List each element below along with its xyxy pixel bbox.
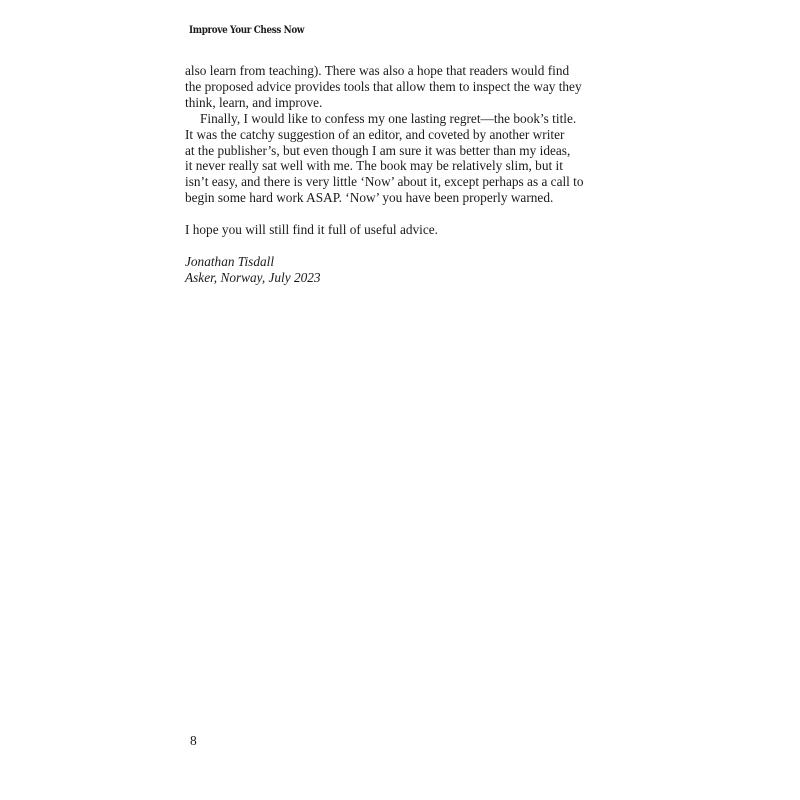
running-head: Improve Your Chess Now [189, 25, 305, 36]
paragraph-3: I hope you will still find it full of useful advice. [185, 222, 438, 238]
paragraph-1-line: the proposed advice provides tools that allow them to inspect the way they [185, 78, 582, 94]
paragraph-2-line: begin some hard work ASAP. ‘Now’ you have been properly warned. [185, 190, 554, 206]
signature-place-date: Asker, Norway, July 2023 [185, 269, 321, 285]
paragraph-2-line: Finally, I would like to confess my one lasting regret—the book’s title. [200, 110, 577, 126]
paragraph-2-line: It was the catchy suggestion of an editor, and coveted by another writer [185, 126, 565, 142]
body-text [185, 63, 625, 286]
page-number: 8 [190, 733, 197, 748]
paragraph-1-line: think, learn, and improve. [185, 94, 323, 110]
paragraph-gap [185, 238, 625, 254]
paragraph-gap [185, 206, 625, 222]
paragraph-2-line: it never really sat well with me. The book may be relatively slim, but it [185, 158, 563, 174]
paragraph-2-line: at the publisher’s, but even though I am sure it was better than my ideas, [185, 142, 571, 158]
paragraph-1-line: also learn from teaching). There was also a hope that readers would find [185, 63, 570, 78]
paragraph-2-line: isn’t easy, and there is very little ‘Now’ about it, except perhaps as a call to [185, 174, 584, 190]
signature-name: Jonathan Tisdall [185, 253, 275, 269]
